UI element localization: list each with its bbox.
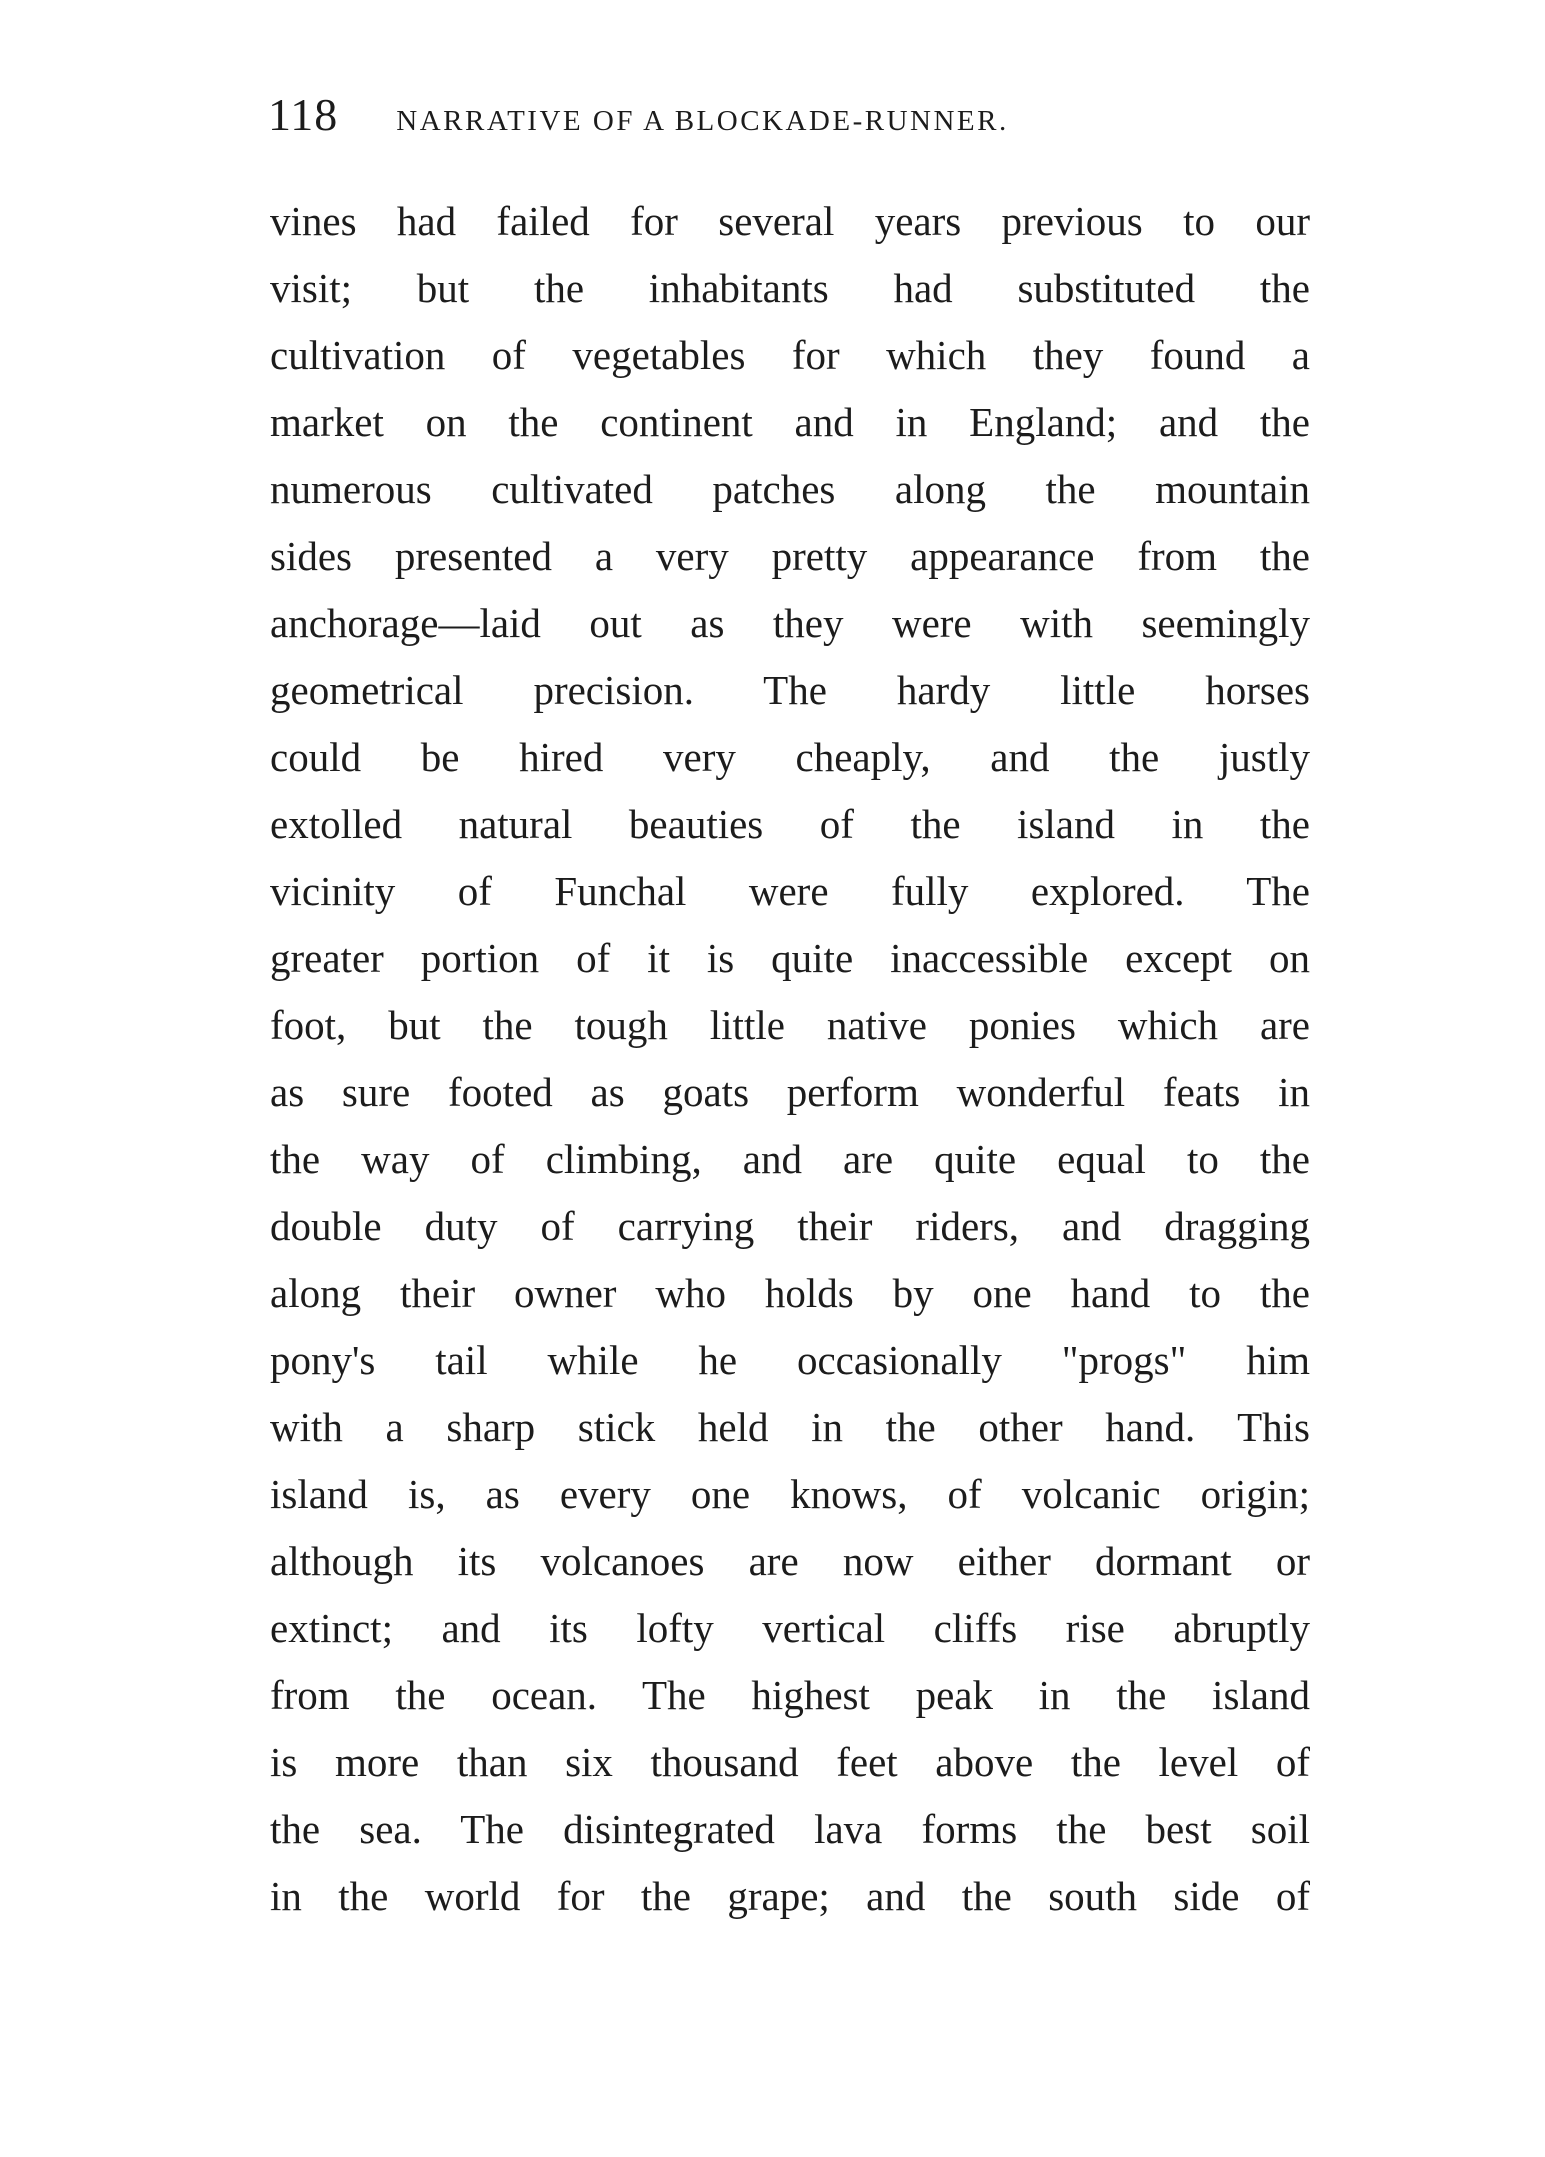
- text-line: the way of climbing, and are quite equal to the: [270, 1136, 1310, 1182]
- text-line: pony's tail while he occasionally "progs" him: [270, 1337, 1310, 1383]
- text-line: although its volcanoes are now either dormant or: [270, 1538, 1310, 1584]
- text-line: extinct; and its lofty vertical cliffs rise abruptly: [270, 1605, 1310, 1651]
- text-line: along their owner who holds by one hand to the: [270, 1270, 1310, 1316]
- text-line: foot, but the tough little native ponies which are: [270, 1002, 1310, 1048]
- text-line: from the ocean. The highest peak in the island: [270, 1672, 1310, 1718]
- text-line: cultivation of vegetables for which they found a: [270, 332, 1310, 378]
- text-line: as sure footed as goats perform wonderful feats in: [270, 1069, 1310, 1115]
- text-line: could be hired very cheaply, and the justly: [270, 734, 1310, 780]
- text-line: with a sharp stick held in the other hand. This: [270, 1404, 1310, 1450]
- text-line: island is, as every one knows, of volcanic origin;: [270, 1471, 1310, 1517]
- text-line: double duty of carrying their riders, and dragging: [270, 1203, 1310, 1249]
- text-line: visit; but the inhabitants had substituted the: [270, 265, 1310, 311]
- text-line: vicinity of Funchal were fully explored. The: [270, 868, 1310, 914]
- running-head: [268, 88, 1308, 148]
- text-line: anchorage—laid out as they were with seemingly: [270, 600, 1310, 646]
- text-line: sides presented a very pretty appearance from the: [270, 533, 1310, 579]
- text-line: in the world for the grape; and the south side of: [270, 1873, 1310, 1919]
- text-line: numerous cultivated patches along the mountain: [270, 466, 1310, 512]
- text-line: market on the continent and in England; and the: [270, 399, 1310, 445]
- body-text: [270, 188, 1310, 1930]
- running-title: NARRATIVE OF A BLOCKADE-RUNNER.: [396, 105, 1009, 137]
- page-number: 118: [268, 89, 339, 140]
- text-line: geometrical precision. The hardy little horses: [270, 667, 1310, 713]
- text-line: greater portion of it is quite inaccessible except on: [270, 935, 1310, 981]
- text-line: the sea. The disintegrated lava forms the best soil: [270, 1806, 1310, 1852]
- text-line: extolled natural beauties of the island in the: [270, 801, 1310, 847]
- text-line: is more than six thousand feet above the level of: [270, 1739, 1310, 1785]
- text-line: vines had failed for several years previous to our: [270, 198, 1310, 244]
